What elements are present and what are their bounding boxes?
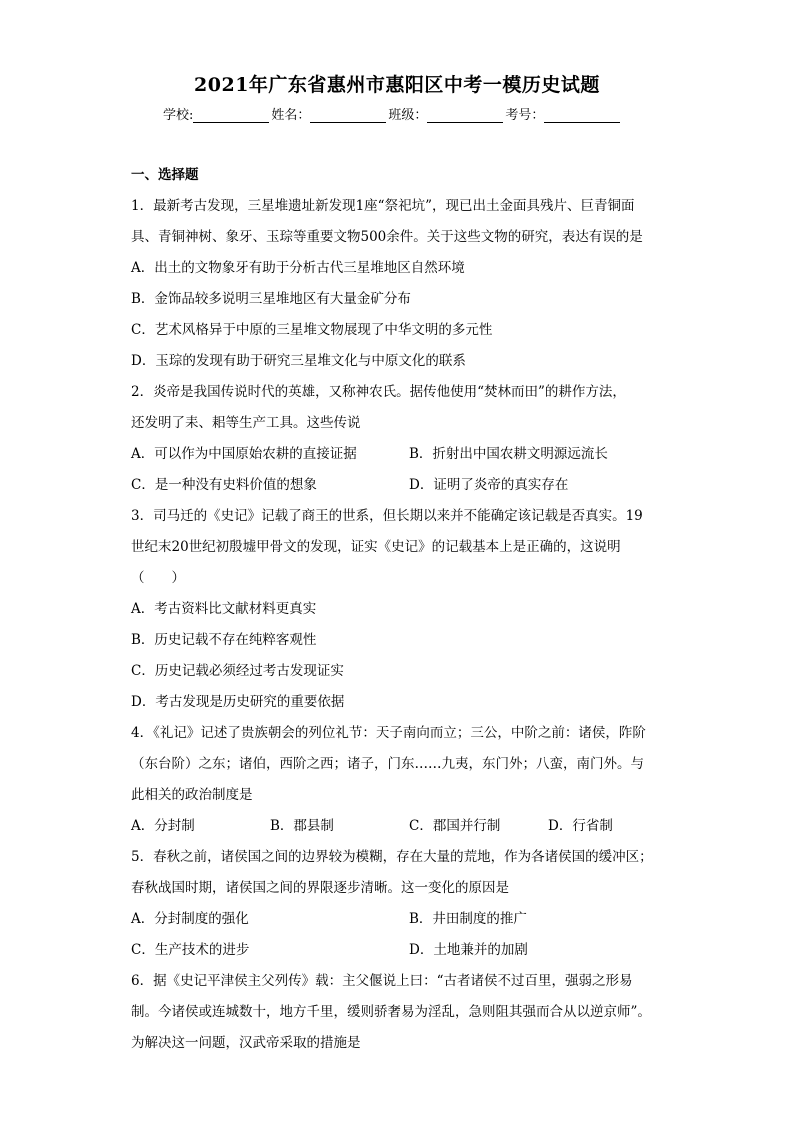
class-blank bbox=[427, 108, 503, 123]
question-text-line: （ ） bbox=[131, 570, 185, 586]
school-blank bbox=[193, 108, 269, 123]
question-3 bbox=[131, 501, 671, 718]
option-d: D．考古发现是历史研究的重要依据 bbox=[131, 694, 345, 710]
question-text-line: 世纪末20世纪初殷墟甲骨文的发现，证实《史记》的记载基本上是正确的，这说明 bbox=[131, 539, 621, 555]
student-info-line bbox=[163, 104, 622, 123]
option-c: C．生产技术的进步 bbox=[131, 942, 250, 958]
question-text-line: 还发明了耒、耜等生产工具。这些传说 bbox=[131, 415, 361, 431]
option-d: D．证明了炎帝的真实存在 bbox=[409, 477, 569, 493]
option-row bbox=[131, 904, 671, 935]
question-text-line: 1．最新考古发现，三星堆遗址新发现1座“祭祀坑”，现已出土金面具残片、巨青铜面 bbox=[131, 198, 635, 214]
question-text-line: 3．司马迁的《史记》记载了商王的世系，但长期以来并不能确定该记载是否真实。19 bbox=[131, 508, 643, 524]
question-text-line: 制。今诸侯或连城数十，地方千里，缓则骄奢易为淫乱，急则阻其强而合从以逆京师”。 bbox=[131, 1004, 651, 1020]
option-b: B．折射出中国农耕文明源远流长 bbox=[409, 446, 608, 462]
option-c: C．是一种没有史料价值的想象 bbox=[131, 477, 317, 493]
option-d: D．土地兼并的加剧 bbox=[409, 942, 528, 958]
question-text-line: 具、青铜神树、象牙、玉琮等重要文物500余件。关于这些文物的研究，表达有误的是 bbox=[131, 229, 643, 245]
question-text-line: 4．《礼记》记述了贵族朝会的列位礼节：天子南向而立；三公，中阶之前：诸侯，阼阶 bbox=[131, 725, 646, 741]
option-a: A．分封制 bbox=[131, 818, 195, 834]
option-d: D．玉琮的发现有助于研究三星堆文化与中原文化的联系 bbox=[131, 353, 466, 369]
class-label: 班级： bbox=[388, 108, 428, 123]
option-b: B．金饰品较多说明三星堆地区有大量金矿分布 bbox=[131, 291, 411, 307]
question-text-line: 为解决这一问题，汉武帝采取的措施是 bbox=[131, 1035, 361, 1051]
name-label: 姓名： bbox=[271, 108, 311, 123]
question-1 bbox=[131, 191, 671, 377]
question-text-line: （东台阶）之东；诸伯，西阶之西；诸子，门东……九夷，东门外；八蛮，南门外。与 bbox=[131, 756, 644, 772]
name-blank bbox=[310, 108, 386, 123]
question-text-line: 此相关的政治制度是 bbox=[131, 787, 253, 803]
question-4 bbox=[131, 718, 671, 842]
section-heading: 一、选择题 bbox=[131, 167, 199, 183]
option-c: C．郡国并行制 bbox=[409, 818, 501, 834]
option-a: A．分封制度的强化 bbox=[131, 911, 249, 927]
option-row bbox=[131, 470, 671, 501]
option-a: A．出土的文物象牙有助于分析古代三星堆地区自然环境 bbox=[131, 260, 465, 276]
option-row bbox=[131, 439, 671, 470]
option-b: B．历史记载不存在纯粹客观性 bbox=[131, 632, 317, 648]
question-text-line: 春秋战国时期，诸侯国之间的界限逐步清晰。这一变化的原因是 bbox=[131, 880, 509, 896]
option-b: B．井田制度的推广 bbox=[409, 911, 527, 927]
option-a: A．考古资料比文献材料更真实 bbox=[131, 601, 317, 617]
school-label: 学校: bbox=[163, 108, 194, 123]
option-d: D．行省制 bbox=[548, 818, 613, 834]
option-c: C．历史记载必须经过考古发现证实 bbox=[131, 663, 344, 679]
exam-content bbox=[131, 164, 671, 1059]
question-2 bbox=[131, 377, 671, 501]
exam-number-blank bbox=[544, 108, 620, 123]
question-text-line: 6．据《史记平津侯主父列传》载：主父偃说上曰：“古者诸侯不过百里，强弱之形易 bbox=[131, 973, 633, 989]
option-b: B．郡县制 bbox=[270, 818, 334, 834]
page-title: 2021年广东省惠州市惠阳区中考一模历史试题 bbox=[194, 74, 600, 96]
option-row bbox=[131, 811, 671, 842]
question-text-line: 5．春秋之前，诸侯国之间的边界较为模糊，存在大量的荒地，作为各诸侯国的缓冲区； bbox=[131, 849, 653, 865]
question-5 bbox=[131, 842, 671, 966]
question-text-line: 2．炎帝是我国传说时代的英雄，又称神农氏。据传他使用“焚林而田”的耕作方法， bbox=[131, 384, 626, 400]
option-c: C．艺术风格异于中原的三星堆文物展现了中华文明的多元性 bbox=[131, 322, 493, 338]
option-row bbox=[131, 935, 671, 966]
exam-number-label: 考号： bbox=[505, 108, 545, 123]
question-6 bbox=[131, 966, 671, 1059]
option-a: A．可以作为中国原始农耕的直接证据 bbox=[131, 446, 357, 462]
